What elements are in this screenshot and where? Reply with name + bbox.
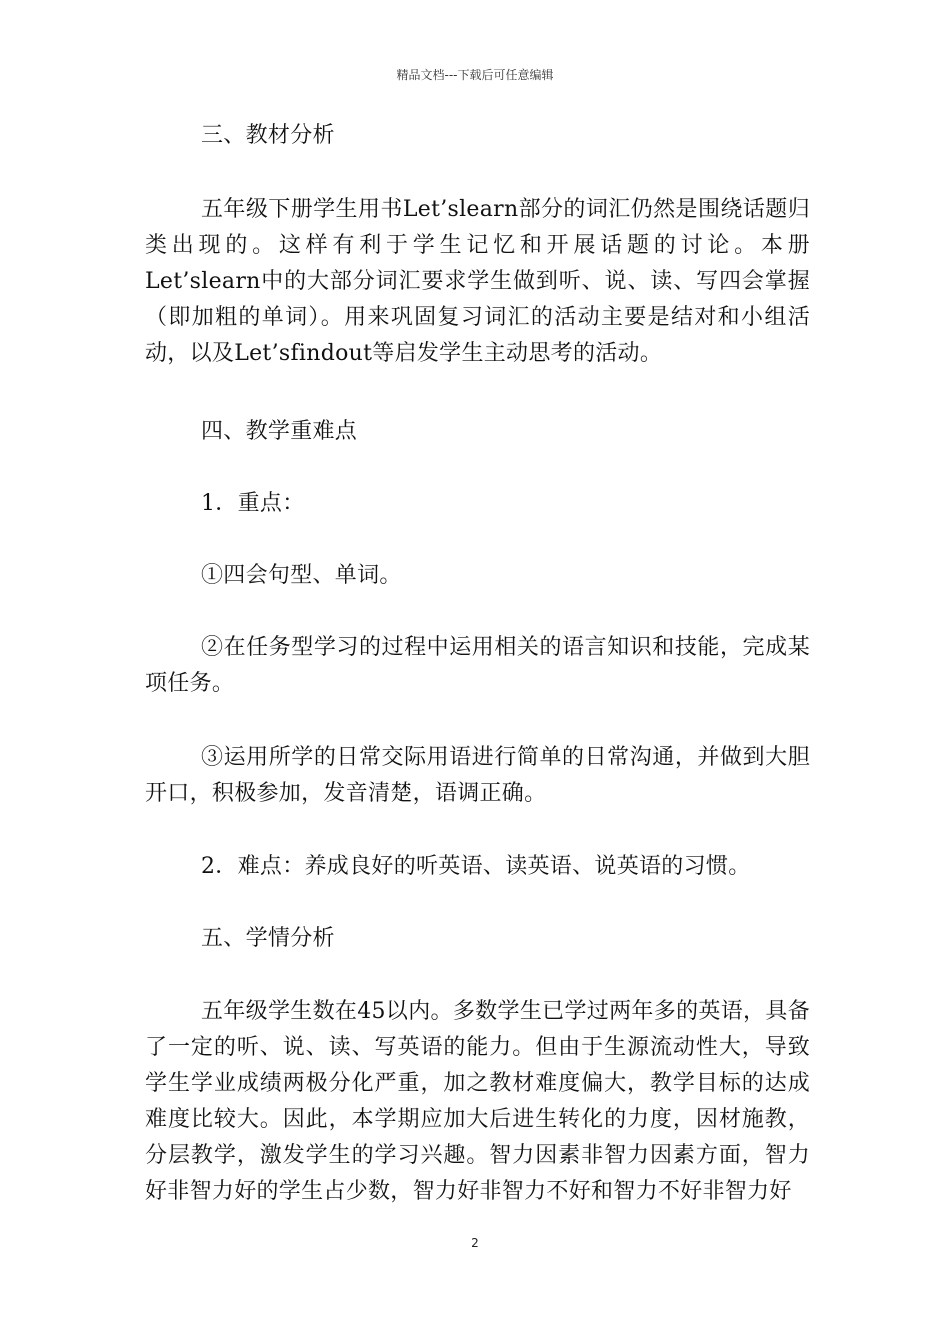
section-heading-student-analysis: 五、学情分析 xyxy=(201,926,335,951)
key-point-item-3: ③运用所学的日常交际用语进行简单的日常沟通，并做到大胆开口，积极参加，发音清楚，语调正确。 xyxy=(145,745,810,806)
paragraph-student-analysis: 五年级学生数在45以内。多数学生已学过两年多的英语，具备了一定的听、说、读、写英语的能力。但由于生源流动性大，导致学生学业成绩两极分化严重，加之教材难度偏大，教学目标的达成难度比较大。因此，本学期应加大后进生转化的力度，因材施教，分层教学，激发学生的学习兴趣。智力因素非智力因素方面，智力好非智力好的学生占少数，智力好非智力不好和智力不好非智力好 xyxy=(145,999,810,1204)
section-heading-textbook-analysis: 三、教材分析 xyxy=(201,123,335,148)
key-points-label: 1．重点： xyxy=(201,491,305,516)
difficult-point: 2．难点：养成良好的听英语、读英语、说英语的习惯。 xyxy=(201,854,751,879)
key-point-item-1: ①四会句型、单词。 xyxy=(201,563,402,588)
page-header: 精品文档---下载后可任意编辑 xyxy=(396,68,554,82)
paragraph-textbook-analysis: 五年级下册学生用书Let’slearn部分的词汇仍然是围绕话题归类出现的。这样有利于学生记忆和开展话题的讨论。本册Let’slearn中的大部分词汇要求学生做到听、说、读、写四会掌握（即加粗的单词）。用来巩固复习词汇的活动主要是结对和小组活动，以及Let’sfindout等启发学生主动思考的活动。 xyxy=(145,197,810,366)
page-number: 2 xyxy=(471,1236,479,1250)
key-point-item-2: ②在任务型学习的过程中运用相关的语言知识和技能，完成某项任务。 xyxy=(145,635,810,696)
section-heading-key-difficult-points: 四、教学重难点 xyxy=(201,419,358,444)
